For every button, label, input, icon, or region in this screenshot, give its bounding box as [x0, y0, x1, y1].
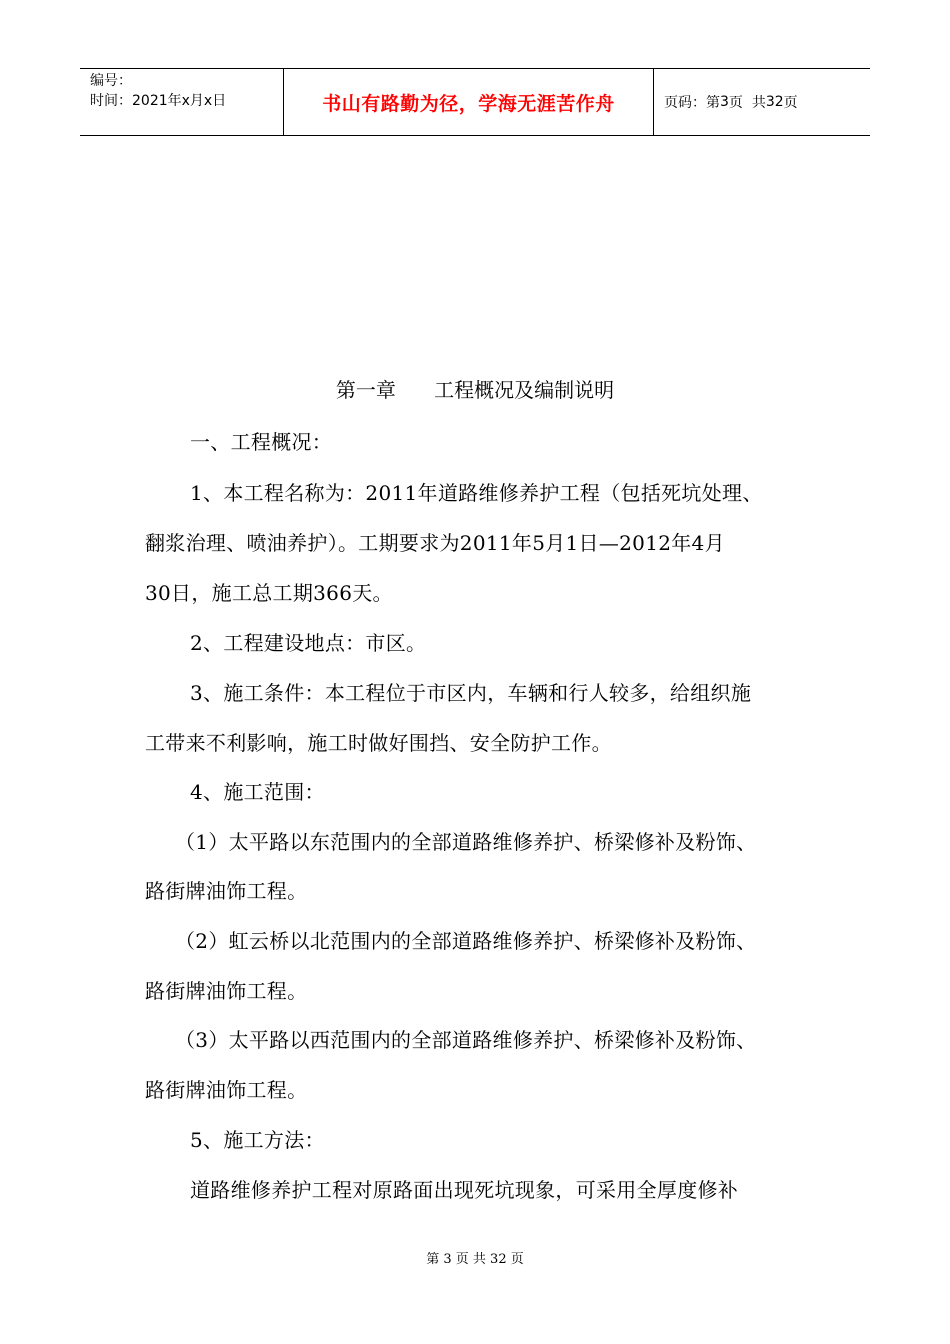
- paragraph-line: 路街牌油饰工程。: [145, 1078, 308, 1102]
- paragraph-line: 工带来不利影响，施工时做好围挡、安全防护工作。: [145, 731, 612, 755]
- paragraph-line: 路街牌油饰工程。: [145, 979, 308, 1003]
- chapter-title: 第一章 工程概况及编制说明: [335, 378, 615, 402]
- paragraph-line: （3）太平路以西范围内的全部道路维修养护、桥梁修补及粉饰、: [175, 1028, 757, 1052]
- page-current: 3: [720, 94, 729, 110]
- paragraph-line: 路街牌油饰工程。: [145, 879, 308, 903]
- header-page-info: [654, 69, 870, 135]
- paragraph-line: 1、本工程名称为：2011年道路维修养护工程（包括死坑处理、: [190, 481, 763, 505]
- page-footer: 第 3 页 共 32 页: [426, 1252, 524, 1267]
- paragraph-line: （1）太平路以东范围内的全部道路维修养护、桥梁修补及粉饰、: [175, 830, 757, 854]
- paragraph-line: 道路维修养护工程对原路面出现死坑现象，可采用全厚度修补: [190, 1178, 739, 1202]
- page-suffix: 页: [783, 95, 798, 111]
- paragraph-line: （2）虹云桥以北范围内的全部道路维修养护、桥梁修补及粉饰、: [175, 929, 757, 953]
- header-motto-cell: [283, 69, 654, 135]
- section-heading: 一、工程概况：: [190, 430, 333, 454]
- paragraph-line: 5、施工方法：: [190, 1128, 325, 1152]
- paragraph-line: 2、工程建设地点：市区。: [190, 631, 427, 655]
- header-motto: 书山有路勤为径，学海无涯苦作舟: [322, 92, 615, 115]
- paragraph-line: 翻浆治理、喷油养护）。工期要求为2011年5月1日—2012年4月: [145, 531, 725, 555]
- paragraph-line: 3、施工条件：本工程位于市区内，车辆和行人较多，给组织施: [190, 681, 752, 705]
- page-prefix: 页码：第: [664, 95, 720, 111]
- page-mid: 页 共: [728, 95, 766, 111]
- paragraph-line: 4、施工范围：: [190, 780, 325, 804]
- page-header: [80, 68, 870, 136]
- paragraph-line: 30日，施工总工期366天。: [145, 581, 393, 605]
- document-time-label: 时间：2021年x月x日: [90, 93, 227, 109]
- page-total: 32: [765, 94, 784, 110]
- header-meta: [80, 69, 283, 135]
- document-number-label: 编号：: [90, 73, 132, 89]
